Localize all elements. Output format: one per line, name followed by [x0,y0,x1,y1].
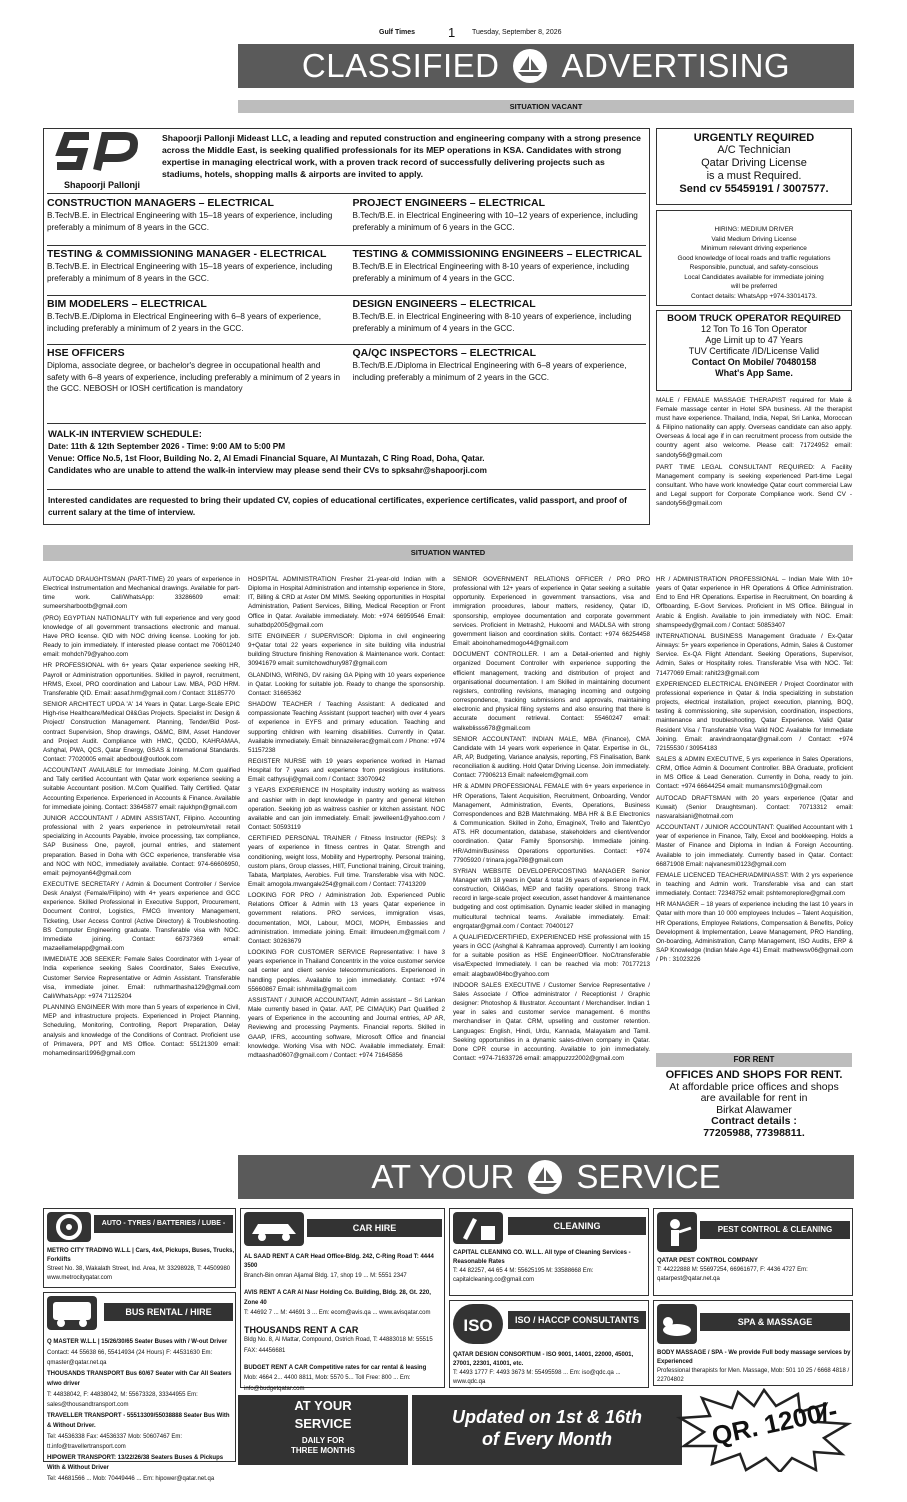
service-line: Contact: 44 55638 66, 55414934 (24 Hours) F: 44531630 Em: qmaster@qatar.net.qa [47,1349,213,1366]
situation-wanted-bar: SITUATION WANTED [43,545,853,561]
ad-line: Minimum relevant driving experience [701,245,807,252]
service-line: Q MASTER W.L.L | 15/26/30/65 Seater Buses with / W-out Driver [47,1339,228,1345]
boat-logo-icon [513,49,547,83]
price-starburst [676,1388,852,1472]
job-project-engineers [353,197,647,233]
ad-title: BOOM TRUCK OPERATOR REQUIRED [667,313,841,324]
updated-line: Updated on 1st & 16th [451,1407,643,1427]
service-text [453,1351,648,1387]
job-hse-officers [47,347,341,395]
wanted-ad: AUTOCAD DRAUGHTSMAN (PART-TIME) 20 years of experience in Electrical Instrumentation and Mechanical drawings. Available for part-time work. Call/WhatsApp: 33286609 email: sumeersharbootb@gmail.com [43,576,240,611]
divider [47,245,646,246]
page-number: 1 [448,25,456,40]
ad-title: URGENTLY REQUIRED [693,132,815,144]
promo-line: AT YOUR [294,1398,352,1413]
service-line: Tel: 44681566 ... Mob: 70449446 ... Em: hipower@qatar.net.qa [47,1475,215,1482]
wanted-ad: HR & ADMIN PROFESSIONAL FEMALE with 6+ years experience in HR Operations, Talent Acquisition, Recruitment, Onboarding, Vendor Management, Administration, Events, Operations, Business Correspondences and B2B Matchmaking. MBA HR & B.E Electronics & Communication. Skilled in Zoho, EmagineX, Trello and TalentCyo ATS. HR documentation, database, stakeholders and client/vendor coordination. Qatar Family Sponsorship. Immediate joining. HR/Admin/Business Operations opportunities. Contact: +974 77905920 / trinara.joga798@gmail.com [453,783,650,864]
ad-line: 12 Ton To 16 Ton Operator [700,324,808,334]
service-line: T: 44222888 M: 55697254, 66961677, F: 4436 4727 Em: qatarpest@qatar.net.qa [657,1267,808,1282]
divider [47,489,646,490]
wanted-column-1 [43,575,240,1060]
job-design-engineers [353,298,647,334]
wanted-ad: FEMALE LICENCED TEACHER/ADMIN/ASST: With 2 yrs experience in teaching and Admin work. Transferable visa and can start immediately. Contact: 72348752 email: pshtemoreplore@gmail.com [656,871,853,898]
wanted-ad: INTERNATIONAL BUSINESS Management Graduate / Ex-Qatar Airways: 5+ years experience in Operations, Admin, Sales & Customer Service. Ex-QA Flight Attendant. Seeking Operations, Supervisor, Admin, Sales or Hospitality roles. Transferable Visa with NOC. Tel: 71477069 Email: rahit23@gmail.com [656,632,853,677]
ad-title: OFFICES AND SHOPS FOR RENT. [665,1069,843,1081]
wanted-ad: ACCOUNTANT AVAILABLE for Immediate Joining. M.Com qualified and Tally certified Accountant with Qatar work experience seeking a suitable Accountant position. M.Com Qualified. Tally Certified. Qatar Accounting Experience. Experienced in Accounts & Finance. Available for immediate joining. Contact: 33645877 email: rajukhpn@gmail.com [43,767,240,811]
ad-contact: Contact On Mobile/ 70480158 [691,357,817,367]
service-pest-control [653,1208,853,1296]
wanted-ad: A QUALIFIED/CERTIFIED, EXPERIENCED HSE professional with 15 years in GCC (Ashghal & Kahramaa approved). Currently I am looking for a suitable position as HSE Engineer/Officer. NoC/transferable visa/Expected Immediately. I can be reached via mob: 70177213 email: alagbaw084bc@yahoo.com [453,933,650,978]
service-line: BUDGET RENT A CAR Competitive rates for car rental & leasing [244,1365,427,1371]
divider [47,423,646,424]
job-desc: B.Tech/B.E in Electrical Engineering with 8-10 years of experience, including preferably a minimum of 4 years in the GCC. [352,262,630,283]
massage-therapist-ad: MALE / FEMALE MASSAGE THERAPIST required for Male & Female massage center in Hotel SPA business. All the therapist must have experience. Thailand, India, Nepal, Sri Lanka, Moroccan & Filipino nationality can apply. Overseas candidate can also apply. Overseas & local age if in can recruitment process from outside the country agent also welcome. Please call: 71724952 email: sandoty56@gmail.com [656,397,852,459]
right-small-ads [656,396,852,511]
service-spa [653,1300,853,1386]
ad-line: Valid Medium Driving License [711,235,797,243]
service-line: BODY MASSAGE / SPA - We provide Full body massage services by Experienced [657,1350,851,1365]
service-cleaning [449,1208,649,1296]
promo-line: SERVICE [294,1416,352,1431]
job-title: PROJECT ENGINEERS – ELECTRICAL [352,197,546,209]
ad-line: A/C Technician [717,144,791,156]
wanted-ad: ASSISTANT / JUNIOR ACCOUNTANT, Admin assistant – Sri Lankan Male currently based in Qatar. AAT, PE CIMA(UK) Part Qualified 2 years of Experience in the accounting and Journal entries, AP AR, Reviewing and processing Payments. Financial reports. Skilled in GAAP, IFRS, accounting software, Microsoft Office and financial knowledge. Working Visa with NOC. Available immediately. Email: mdtaashad0607@gmail.com / Contact: +974 71645856 [248,996,445,1059]
ad-line: TUV Certificate /ID/License Valid [688,346,820,356]
job-title: TESTING & COMMISSIONING ENGINEERS – ELECTRICAL [352,248,642,260]
ad-line: What's App Same. [715,368,793,378]
for-rent-bar: FOR RENT [656,1053,852,1067]
wanted-ad: SENIOR ARCHITECT UPDA 'A' 14 Years in Qatar. Large-Scale EPIC High-rise Healthcare/Medical Oil&Gas Projects. Specialist in: Design & Project/ Construction Management. Planning, Tender/Bid Post-contract Supervision, Shop drawings, O&MC, BIM, Asset Handover and Project Audit. Compliance with HMC, QCDD, KAHRAMAA, Ashghal, PWA, QCS, Qatar Energy, GSAS & International Standards. Contact: 77020005 email: abedboul@outlook.com [43,701,240,763]
issue-date: Tuesday, September 8, 2026 [472,29,562,36]
service-text [453,1249,648,1285]
divider [47,193,646,194]
situation-vacant-bar: SITUATION VACANT [238,100,854,113]
ad-contact: 77205988, 77398811. [703,1126,805,1139]
job-row-3 [47,298,646,334]
wanted-ad: SALES & ADMIN EXECUTIVE, 5 yrs experience in Sales Operations, CRM, Office Admin & Document Controller. BBA Graduate, proficient in MS Office & Lead Generation. Currently in Doha, ready to join. Contact: +974 66644254 email: mumansmrs10@gmail.com [656,755,853,791]
service-category: AUTO - TYRES / BATTERIES / LUBE - CHANGING [94,1215,233,1233]
job-row-2 [47,248,646,284]
service-car-hire [240,1208,445,1392]
walkin-date: Date: 11th & 12th September 2026 - Time: 9:00 AM to 5:00 PM [48,442,286,451]
wanted-ad: SITE ENGINEER / SUPERVISOR: Diploma in civil engineering 9+Qatar total 22 years experience in site building villa industrial building Structure finishing Renovation & Maintenance work. Contact: 30941679 email: sumitchowdhury987@gmail.com [248,632,445,668]
wanted-ad: HR / ADMINISTRATION PROFESSIONAL – Indian Male With 10+ years of Qatar experience in HR Operations & Office Administration. End to End HR Operations. Expertise in Recruitment, On boarding & Offboarding, E-Govt Services. Proficient in MS Office. Bilingual in Arabic & English. Available to join immediately with NOC. Email: shamspeedy@gmail.com / Contact: 50853407 [656,576,853,629]
job-title: DESIGN ENGINEERS – ELECTRICAL [352,298,536,310]
service-line: AL SAAD RENT A CAR Head Office-Bldg. 242, C-Ring Road T: 4444 3500 [244,1254,434,1269]
service-line: HIPOWER TRANSPORT: 13/22/26/38 Seaters Buses & Pickups With & Without Driver [47,1454,224,1471]
job-tc-manager [47,248,341,284]
urgently-required-ad [656,128,852,205]
wanted-ad: SYRIAN WEBSITE DEVELOPER/COSTING MANAGER Senior Manager with 18 years in Qatar & total 26 years of experience in FM, construction, Oil&Gas, MEP and facility operations. Strong track record in large-scale project execution, asset handover & maintenance budgeting and cost optimisation. Dynamic leader skilled in managing multicultural technical teams. Available immediately. Email: engrqatar@gmail.com / Contact: 70400127 [453,867,650,930]
promo-line: DAILY FOR [301,1436,345,1445]
wanted-ad: SENIOR ACCOUNTANT: INDIAN MALE, MBA (Finance), CMA Candidate with 14 years work experience in Qatar. Expertise in GL, AR, AP, Budgeting, Variance analysis, reporting, FS Finalisation, Bank reconciliation & auditing. Hold Qatar Driving License. Join immediately. Contact: 77906213 Email: nafeelcm@gmail.com [453,735,650,780]
wanted-ad: HOSPITAL ADMINISTRATION Fresher 21-year-old Indian with a Diploma in Hospital Administration and internship experience in Store, IT, Billing & CRD at Aster DM MIMS. Seeking opportunities in Hospital Administration, Patient Services, Billing, Medical Reception or Front Office in Qatar. Available immediately. Mob: +974 66959546 Email: suhatbdp2005@gmail.com [248,576,445,629]
service-line: T: 44692 7 ... M: 44691 3 ... Em: ecom@avis.qa ... www.avisqatar.com [244,1310,431,1316]
wanted-ad: HR PROFESSIONAL with 6+ years Qatar experience seeking HR, Payroll or Administration opportunities. Skilled in payroll, recruitment, HRMS, Excel, PRO coordination and Labour Law. MBA, PGD HRM. Transferable QID. Email: aasaf.hrm@gmail.com / Contact: 31185770 [43,662,240,697]
walkin-note: Candidates who are unable to attend the walk-in interview may please send their CVs to spksahr@shapoorji.com [48,466,487,475]
wanted-ad: HR MANAGER – 18 years of experience including the last 10 years in Qatar with more than 10 000 employees Includes – Talent Acquisition, HR Operations, Employee Relations, Compensation & Benefits, Policy Development & Implementation, Leave Management, PRO Handling, On-boarding, Administration, Camp Management, ISO Audits, ERP & SAP Knowledge (Indian Male Age 41) Email: mathewsv06@gmail.com / Ph : 31023226 [656,901,853,964]
divider [47,295,646,296]
job-title: QA/QC INSPECTORS – ELECTRICAL [352,347,537,359]
masthead-row [0,25,907,43]
wanted-column-2 [248,575,445,1062]
at-your-service-promo [238,1395,408,1465]
paper-name: Gulf Times [379,29,416,36]
ad-contact: Send cv 55459191 / 3007577. [679,183,829,195]
wanted-ad: SENIOR GOVERNMENT RELATIONS OFFICER / PRO PRO professional with 12+ years of experience in Qatar seeking a suitable opportunity. Experienced in government transactions, visa and immigration procedures, labour matters, residency, Qatar ID, sponsorship, employee documentation and corporate government services. Proficient in Metrash2, Hukoomi and MADLSA with strong government liaison and coordination skills. Contact: +974 66254458 Email: aboinohamedmogo44@gmail.com [453,576,650,648]
job-title: TESTING & COMMISSIONING MANAGER - ELECTRICAL [47,248,327,260]
job-bim-modelers [47,298,341,334]
service-line: THOUSANDS TRANSPORT Bus 60/67 Seater with Car All Seaters w/wo driver [47,1370,232,1387]
job-desc: B.Tech/B.E./Diploma in Electrical Engineering with 6–8 years of experience, including preferably a minimum of 2 years in the GCC. [47,312,321,333]
job-desc: Diploma, associate degree, or bachelor's degree in occupational health and safety with 6–8 years of experience, including preferably a minimum of 2 years in the GCC. NEBOSH or IOSH certification is mandatory [47,361,341,393]
ad-line: will be preferred [730,283,778,290]
price-text: QR. 1200/- [709,1395,840,1451]
closing-note: Interested candidates are requested to bring their updated CV, copies of educational certificates, experience certificates, valid passport, and proof of current salary at the time of interview. [48,496,627,517]
shapoorji-intro: Shapoorji Pallonji Mideast LLC, a leading and reputed construction and engineering company with a strong presence across the Middle East, is seeking qualified professionals for its MEP operations in KSA. Candidates with strong expertise in managing electrical work, with a proven track record of successfully delivering projects such as stadiums, hotels, shopping malls & airports are invited to apply. [162,133,641,179]
iso-icon [453,1304,503,1344]
ad-line: Qatar Driving License [701,157,807,169]
service-line: QATAR DESIGN CONSORTIUM - ISO 9001, 14001, 22000, 45001, 27001, 22301, 41001, etc. [453,1352,634,1367]
ad-line: Age Limit up to 47 Years [705,335,803,345]
service-title-left: AT YOUR [371,1158,515,1195]
wanted-ad: JUNIOR ACCOUNTANT / ADMIN ASSISTANT, Filipino. Accounting professional with 2 years experience in petroleum/retail retail specializing in Accounts Payable, invoice processing, tax compliance, SAP Business One, payroll, journal entries, and statement preparation. Based in Doha with GCC experience, transferable visa and NOC with NOC, immediately available. Contact: 974-66606950, email: pejmoyan64@gmail.com [43,814,240,877]
wanted-ad: AUTOCAD DRAFTSMAN with 20 years experience (Qatar and Kuwait) (Senior Draughtsman). Contact: 70713312 email: nasvaralsiani@hotmail.com [656,794,853,820]
service-line: Mob: 4664 2... 4400 8811, Mob: 5570 5... Toll Free: 800 ... Em: info@budgetqatar.com [244,1375,411,1392]
boom-truck-ad [656,310,852,391]
service-auto [43,1208,236,1288]
updated-line: of Every Month [481,1429,612,1449]
service-iso [449,1300,649,1388]
pest-icon [657,1212,697,1252]
service-line: Branch-Bin omran Aljamal Bldg. 17, shop 19 ... M: 5551 2347 [244,1273,407,1279]
service-line: CAPITAL CLEANING CO. W.L.L. All type of Cleaning Services - Reasonable Rates [453,1250,631,1265]
service-text [657,1257,852,1284]
shapoorji-logo [47,132,157,190]
wanted-ad: DOCUMENT CONTROLLER. I am a Detail-oriented and highly organized Document Controller with experience supporting the efficient management, tracking and distribution of project and organisational documentation. I am Skilled in maintaining document registers, controlling revisions, managing incoming and outgoing correspondence, tracking submissions and approvals, maintaining electronic and physical filing systems and also ensuring that there is accurate document retrieval. Contact: 55460247 email: walkeblisss678@gmail.com [453,651,650,732]
service-line: Street No. 38, Wakalath Street, Ind. Area, M: 33298928, T: 44509980 www.metrocityqatar.com [47,1266,231,1281]
ad-line: are available for rent in [700,1092,808,1104]
sp-logo-mark-icon [47,132,157,176]
service-line: THOUSANDS RENT A CAR [244,1325,359,1335]
cleaning-icon [453,1212,503,1244]
service-line: AVIS RENT A CAR Al Nasr Holding Co. Building, Bldg. 28, Gt. 220, Zone 40 [244,1290,431,1306]
service-text [47,1247,235,1283]
service-line: T: 44 82257, 44 65 4 M: 55625195 M: 33588668 Em: capitalcleaning.co@gmail.com [453,1268,594,1283]
wanted-ad: LOOKING FOR PRO / Administration Job. Experienced Public Relations Officer & Admin with 13 years Qatar experience in government relations. PRO services, immigration visas, documentation, MOI, Labour, MOCI, MOPH, Embassies and administration. Immediate joining. Email: illmudeen.m@gmail.com / Contact: 30263679 [248,892,445,945]
service-line: T: 44838042, F: 44838042, M: 55673328, 33344955 Em: sales@thousandtransport.com [47,1391,198,1408]
service-text [47,1337,235,1484]
ad-line: At affordable price offices and shops [669,1080,839,1093]
wanted-ad: CERTIFIED PERSONAL TRAINER / Fitness Instructor (REPs): 3 years of experience in fitness centres in Qatar. Strength and conditioning, weight loss, Mobility and Hypertrophy. Personal training, custom plans, Group classes, HIIT, Functional training, Circuit training, Tabata, Martplates, Aerobics. Full time. Transferable visa with NOC. Email: amogola.mwangale254@gmail.com / Contact: 77413209 [248,835,445,888]
service-line: TRAVELLER TRANSPORT - 55513309/55038888 Seater Bus With & Without Driver. [47,1412,230,1429]
wanted-ad: GLANDING, WIRING, DV raising GA Piping with 10 years experience in Qatar. Looking for suitable job. Ready to change the sponsorship. Contact: 31665362 [248,671,445,697]
service-text [657,1349,852,1385]
updated-banner [412,1395,682,1465]
sp-logo-text: Shapoorji Pallonji [63,180,140,190]
banner-title-right: ADVERTISING [561,47,791,84]
wanted-ad: ACCOUNTANT / JUNIOR ACCOUNTANT: Qualified Accountant with 1 year of experience in Finance, Tally, Excel and bookkeeping. Holds a Master of Finance and Diploma in Indian & Foreign Accounting. Available to join immediately. Currently based in Qatar. Contact: 66871908 Email: najvanesmi0123@gmail.com [656,824,853,868]
ad-line: Birkat Alawamer [716,1103,792,1116]
walkin-schedule [48,429,646,477]
job-desc: B.Tech/B.E./Diploma in Electrical Engineering with 6–8 years of experience, including preferably a minimum of 2 years in the GCC. [352,361,627,382]
svg-text:ISO: ISO [463,1316,493,1335]
tyre-icon [47,1212,91,1242]
ad-line: HIRING: MEDIUM DRIVER [714,226,794,233]
job-row-4 [47,347,646,395]
banner-title-left: CLASSIFIED [301,47,500,84]
wanted-ad: (PRO) EGYPTIAN NATIONALITY with full experience and very good knowledge of all government transactions electronic and manual. Have PRO license. QID with NOC driving license. Looking for job. Ready to join immediately. If interested please contact me 70601240 email: mohdch79@yahoo.com [43,614,240,659]
job-desc: B.Tech/B.E. in Electrical Engineering with 15–18 years of experience, including preferably a minimum of 8 years in the GCC. [47,211,333,232]
service-line: Professional therapists for Men. Massage, Mob: 501 10 25 / 6668 4818 / 22704802 [657,1368,850,1383]
service-line: METRO CITY TRADING W.L.L | Cars, 4x4, Pickups, Buses, Trucks, Forklifts [47,1248,235,1263]
shapoorji-ad [43,128,650,525]
service-title-right: SERVICE [576,1158,721,1195]
classified-banner [238,44,854,88]
ad-line: Contact details: WhatsApp +974-33014173. [691,292,817,300]
job-tc-engineers [353,248,647,284]
walkin-title: WALK-IN INTERVIEW SCHEDULE: [48,429,202,440]
job-title: BIM MODELERS – ELECTRICAL [47,298,207,310]
wanted-ad: PLANNING ENGINEER With more than 5 years of experience in Civil, MEP and infrastructure projects. Experienced in Project Planning, Scheduling, Monitoring, Controlling, Report Preparation, Delay analysis and knowledge of the Conditions of Contract. Proficient use of Primavera, PPT and MS Office. Contact: 55121309 email: mohamedinsari1996@gmail.com [43,1004,240,1057]
job-construction-managers [47,197,341,233]
walkin-venue: Venue: Office No.5, 1st Floor, Building No. 2, Al Emadi Financial Square, Al Muntazah, C Ring Road, Doha, Qatar. [48,454,485,463]
wanted-ad: LOOKING FOR CUSTOMER SERVICE Representative: I have 3 years experience in Thailand Concentrix in the voice customer service call center and client service telecommunications. Experienced in handling peoples. Available to join immediately. Contact: +974 55660867 Email: ishhmilla@gmail.com [248,949,445,993]
service-bus [43,1292,236,1482]
job-desc: B.Tech/B.E. in Electrical Engineering with 10–12 years of experience, including preferably a minimum of 6 years in the GCC. [352,211,638,232]
boat-logo-icon [528,1160,562,1194]
legal-consultant-ad: PART TIME LEGAL CONSULTANT REQUIRED: A Facility Management company is seeking experienced Part-time Legal consultant. Who have work knowledge Qatar court commercial Law and Legal support for Corporate Compliance work. Send CV - sandoty56@gmail.com [656,463,852,508]
service-line: Tel: 44536338 Fax: 44536337 Mob: 50607467 Em: tt.info@travellertransport.com [47,1433,183,1450]
hiring-driver-ad [656,210,852,306]
wanted-ad: INDOOR SALES EXECUTIVE / Customer Service Representative / Sales Associate / Office administrator / Receptionist / Graphic designer: Photoshop & Illustrator. Accountant / Merchandiser. Indian 1 year in sales and customer service management. 6 months merchandiser in Qatar. CRM, upselling and customer retention. Languages: English, Hindi, Urdu, Kannada, Malayalam and Tamil. Seeking opportunities in a dynamic sales-driven company in Qatar. Done CPR course in accounting. Available to join immediately. Contact: +974-71633726 email: amappuzzz2002@gmail.com [453,981,650,1062]
job-qaqc-inspectors [353,347,647,395]
wanted-ad: IMMEDIATE JOB SEEKER: Female Sales Coordinator with 1-year of India experience seeking Sales Coordinator, Sales Executive, Customer Service Representative or Admin Assistant. Transferable visa, immediate joiner. Email: ruthmarthasha129@gmail.com Call/WhatsApp: +974 71125204 [43,956,240,1000]
service-text [244,1253,444,1395]
divider [47,344,646,345]
ad-line: Responsible, punctual, and safety-conscious [689,264,819,271]
at-your-service-banner [238,1155,854,1199]
service-line: Bldg No. 8, Al Mattar, Compound, Ostrich Road, T: 44883018 M: 55515 FAX: 44456681 [244,1337,433,1354]
job-row-1 [47,197,646,233]
service-category: ISO / HACCP CONSULTANTS [508,1311,646,1329]
promo-line: THREE MONTHS [291,1446,355,1455]
ad-line: Contract details : [711,1115,797,1127]
job-title: CONSTRUCTION MANAGERS – ELECTRICAL [47,197,274,209]
wanted-ad: EXECUTIVE SECRETARY / Admin & Document Controller / Service Desk Analyst (Female/Filipino) with 4+ years experience and GCC experience. Skilled Professional in Executive Support, Procurement, Document Control, Logistics, FMCG Inventory Management, Ticketing, User Access Control (Active Directory) & Troubleshooting. BS Computer Engineering graduate. Transferable visa with NOC. Immediate joining. Contact: 66737369 email: mazaellamelapp@gmail.com [43,881,240,953]
service-line: T: 4493 1777 F: 4493 3673 M: 55495598 ... Em: iso@qdc.qa ... www.qdc.qa [453,1370,621,1385]
service-category: CLEANING [508,1217,646,1235]
wanted-ad: 3 YEARS EXPERIENCE IN Hospitality industry working as waitress and cashier with in dept knowledge in pantry and general kitchen operation. Seeking job as waitress cashier or kitchen assistant. NOC available and can join immediately. Email: jewelleen1@yahoo.com / Contact: 50593119 [248,787,445,832]
job-title: HSE OFFICERS [47,347,125,359]
for-rent-ad [656,1070,852,1139]
service-line: QATAR PEST CONTROL COMPANY [657,1258,758,1264]
service-category: SPA & MASSAGE [700,1313,850,1331]
ad-line: Local Candidates available for immediate joining [684,273,824,281]
service-category: CAR HIRE [307,1219,442,1237]
bus-icon [47,1296,97,1330]
wanted-column-3 [453,575,650,1065]
ad-line: is a must Required. [706,170,802,182]
car-icon [244,1212,304,1246]
job-desc: B.Tech/B.E. in Electrical Engineering with 15–18 years of experience, including preferably a minimum of 8 years in the GCC. [47,262,333,283]
wanted-ad: EXPERIENCED ELECTRICAL ENGINEER / Project Coordinator with professional experience in Qatar & India specializing in substation projects, electrical installation, project execution, planning, BOQ, testing & commissioning, site supervision, coordination, inspections, maintenance and troubleshooting. Qatar Experience. Valid Qatar Resident Visa / Transferable Visa Valid NOC Available for Immediate Joining. Email: aravindraonqatar@gmail.com / Contact: +974 72155530 / 30954183 [656,680,853,752]
wanted-ad: SHADOW TEACHER / Teaching Assistant: A dedicated and compassionate Teaching Assistant (support teacher) with over 4 years of experience in EYFS and primary education. Teaching and supporting children with learning disabilities. Currently in Qatar. Available immediately. Email: binnazeilerac@gmail.com / Phone: +974 51157238 [248,701,445,754]
service-category: BUS RENTAL / HIRE [104,1303,233,1321]
wanted-ad: REGISTER NURSE with 19 years experience worked in Hamad Hospital for 7 years and experience from prestigious institutions. Email: cathysuji@gmail.com / Contact: 33070942 [248,757,445,784]
wanted-column-4 [656,575,853,966]
spa-icon [657,1304,697,1344]
ad-line: Good knowledge of local roads and traffic regulations [677,254,831,262]
job-desc: B.Tech/B.E. in Electrical Engineering with 8-10 years of experience, including preferably a minimum of 4 years in the GCC. [352,312,632,333]
service-category: PEST CONTROL & CLEANING [700,1221,850,1239]
